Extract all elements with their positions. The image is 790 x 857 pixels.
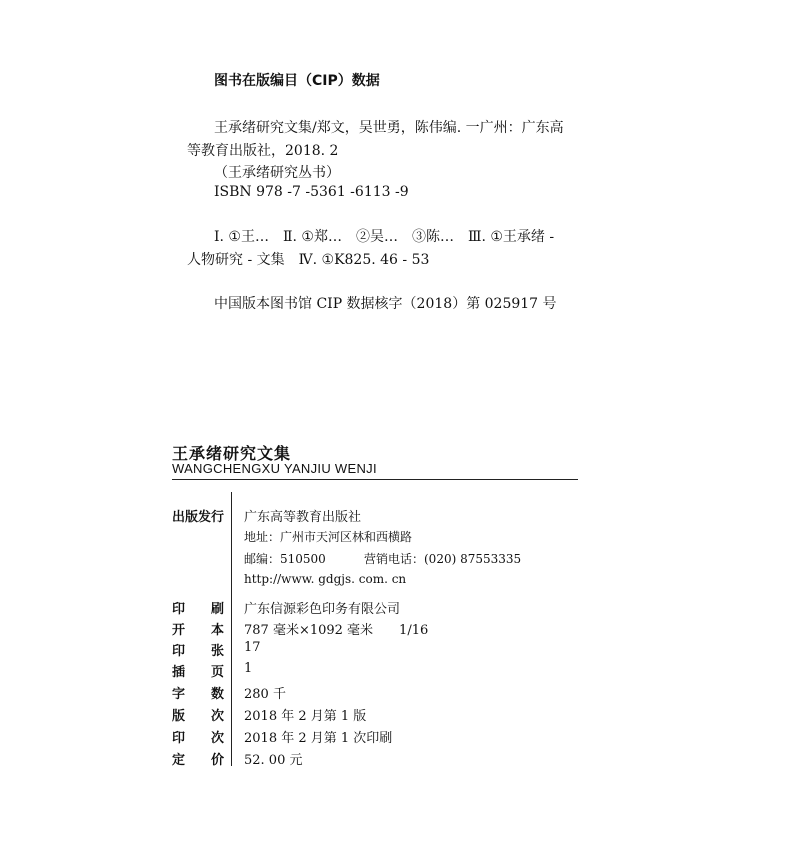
spec-label-edition: 版 次: [172, 709, 224, 724]
spec-label-sheets: 印 张: [172, 644, 224, 659]
title-divider: [172, 479, 578, 480]
spec-label-printing: 印 次: [172, 731, 224, 746]
publisher-phone: 营销电话：(020) 87553335: [364, 552, 522, 566]
cip-heading: 图书在版编目（CIP）数据: [214, 73, 380, 89]
spec-value-wordcount: 280 千: [244, 687, 286, 702]
cip-classification-1: Ⅰ. ①王… Ⅱ. ①郑… ②吴… ③陈… Ⅲ. ①王承绪 -: [214, 229, 555, 245]
spec-value-printing: 2018 年 2 月第 1 次印刷: [244, 731, 393, 746]
spec-label-wordcount: 字 数: [172, 687, 224, 702]
publisher-url: http://www. gdgjs. com. cn: [244, 572, 407, 586]
spec-label-format: 开 本: [172, 623, 224, 638]
cip-classification-2: 人物研究 - 文集 Ⅳ. ①K825. 46 - 53: [187, 252, 430, 268]
publisher-name: 广东高等教育出版社: [244, 510, 362, 525]
spec-value-plates: 1: [244, 661, 253, 676]
book-title: 王承绪研究文集: [172, 444, 292, 463]
cip-series: （王承绪研究丛书）: [214, 165, 340, 181]
spec-value-price: 52. 00 元: [244, 753, 303, 768]
spec-value-format: 787 毫米×1092 毫米 1/16: [244, 623, 429, 638]
spec-value-printer: 广东信源彩色印务有限公司: [244, 602, 401, 617]
cip-record-number: 中国版本图书馆 CIP 数据核字（2018）第 025917 号: [214, 296, 557, 312]
book-title-pinyin: WANGCHENGXU YANJIU WENJI: [172, 461, 377, 476]
spec-label-plates: 插 页: [172, 665, 224, 680]
spec-value-edition: 2018 年 2 月第 1 版: [244, 709, 367, 724]
cip-isbn: ISBN 978 -7 -5361 -6113 -9: [214, 184, 409, 200]
cip-line-1: 王承绪研究文集/郑文，吴世勇，陈伟编. 一广州：广东高: [214, 120, 564, 136]
spec-value-sheets: 17: [244, 640, 261, 655]
label-divider: [231, 492, 232, 766]
publisher-address: 地址：广州市天河区林和西横路: [244, 530, 413, 544]
publisher-label: 出版发行: [172, 510, 225, 525]
spec-label-printer: 印 刷: [172, 602, 224, 617]
spec-label-price: 定 价: [172, 753, 224, 768]
publisher-postcode: 邮编：510500: [244, 552, 326, 566]
cip-line-2: 等教育出版社，2018. 2: [187, 143, 339, 159]
